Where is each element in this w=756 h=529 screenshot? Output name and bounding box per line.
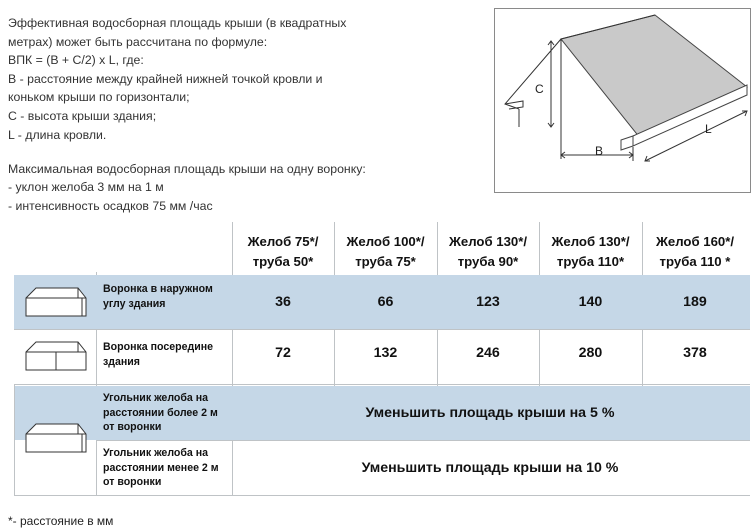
merged-cell: Уменьшить площадь крыши на 5 % xyxy=(365,405,615,421)
row-label-line: Угольник желоба на xyxy=(103,447,209,459)
column-header-line: труба 90* xyxy=(457,254,519,269)
table-divider xyxy=(96,440,750,441)
footnote: *- расстояние в мм xyxy=(8,514,114,528)
intro-line: L - длина кровли. xyxy=(8,127,107,142)
column-header xyxy=(334,232,437,272)
row-label-line: углу здания xyxy=(103,297,166,310)
conditions-heading: Максимальная водосборная площадь крыши на одну воронку: xyxy=(8,162,366,176)
table-divider xyxy=(14,384,15,496)
table-cell: 132 xyxy=(373,345,398,361)
column-header xyxy=(437,232,539,272)
column-header-line: Желоб 75*/ xyxy=(247,234,319,249)
table-cell: 189 xyxy=(683,294,707,310)
condition-item: - интенсивность осадков 75 мм /час xyxy=(8,198,213,213)
table-divider xyxy=(14,384,750,385)
row-label-line: от воронки xyxy=(103,421,162,433)
column-header-line: труба 75* xyxy=(355,254,416,269)
column-header-line: труба 110* xyxy=(556,254,625,269)
table-cell: 280 xyxy=(578,345,603,361)
row-label-line: здания xyxy=(103,355,140,368)
row-label xyxy=(103,391,231,435)
table-cell: 246 xyxy=(476,345,500,361)
formula-description xyxy=(8,14,400,144)
house-gutter-corner-icon xyxy=(20,420,90,456)
table-divider xyxy=(14,495,750,496)
column-header-line: Желоб 160*/ xyxy=(655,234,735,249)
column-header xyxy=(539,232,642,272)
intro-line: В - расстояние между крайней нижней точкой кровли и xyxy=(8,71,323,86)
table-cell: 140 xyxy=(578,294,603,310)
table-divider xyxy=(14,329,750,330)
table-cell: 123 xyxy=(476,294,500,310)
column-header xyxy=(642,232,748,272)
table-cell: 36 xyxy=(275,294,291,310)
condition-item: - уклон желоба 3 мм на 1 м xyxy=(8,180,164,195)
table-cell: 72 xyxy=(275,345,291,361)
column-header-line: труба 110 * xyxy=(659,254,731,269)
column-header-line: Желоб 130*/ xyxy=(551,234,630,249)
conditions-text xyxy=(8,160,428,215)
column-header xyxy=(232,232,334,272)
intro-line: коньком крыши по горизонтали; xyxy=(8,90,190,105)
table-cell: 378 xyxy=(683,345,707,361)
intro-line: Эффективная водосборная площадь крыши (в квадратных xyxy=(8,16,347,30)
row-label-line: от воронки xyxy=(103,476,162,488)
row-label-line: Воронка посередине xyxy=(103,341,214,353)
formula-line: ВПК = (В + С/2) х L, где: xyxy=(8,53,144,68)
merged-cell: Уменьшить площадь крыши на 10 % xyxy=(361,460,619,476)
dimension-b-label: B xyxy=(595,144,604,158)
table-cell: 66 xyxy=(377,294,394,310)
row-label-line: Угольник желоба на xyxy=(103,392,209,404)
row-label-line: Воронка в наружном xyxy=(103,283,213,295)
dimension-l-label: L xyxy=(705,122,712,136)
roof-illustration xyxy=(495,9,752,194)
roof-diagram xyxy=(494,8,751,193)
row-label xyxy=(103,340,231,369)
intro-line: метрах) может быть рассчитана по формуле: xyxy=(8,34,268,49)
column-header-line: Желоб 100*/ xyxy=(346,234,425,249)
column-header-line: труба 50* xyxy=(252,254,314,269)
intro-line: С - высота крыши здания; xyxy=(8,108,157,123)
row-label xyxy=(103,446,231,490)
row-label-line: расстоянии менее 2 м xyxy=(103,461,219,474)
row-label-line: расстоянии более 2 м xyxy=(103,406,218,419)
column-header-line: Желоб 130*/ xyxy=(448,234,528,249)
row-label xyxy=(103,282,231,311)
house-outlet-corner-icon xyxy=(20,284,90,320)
dimension-c-label: C xyxy=(535,82,544,96)
house-outlet-middle-icon xyxy=(20,338,90,374)
